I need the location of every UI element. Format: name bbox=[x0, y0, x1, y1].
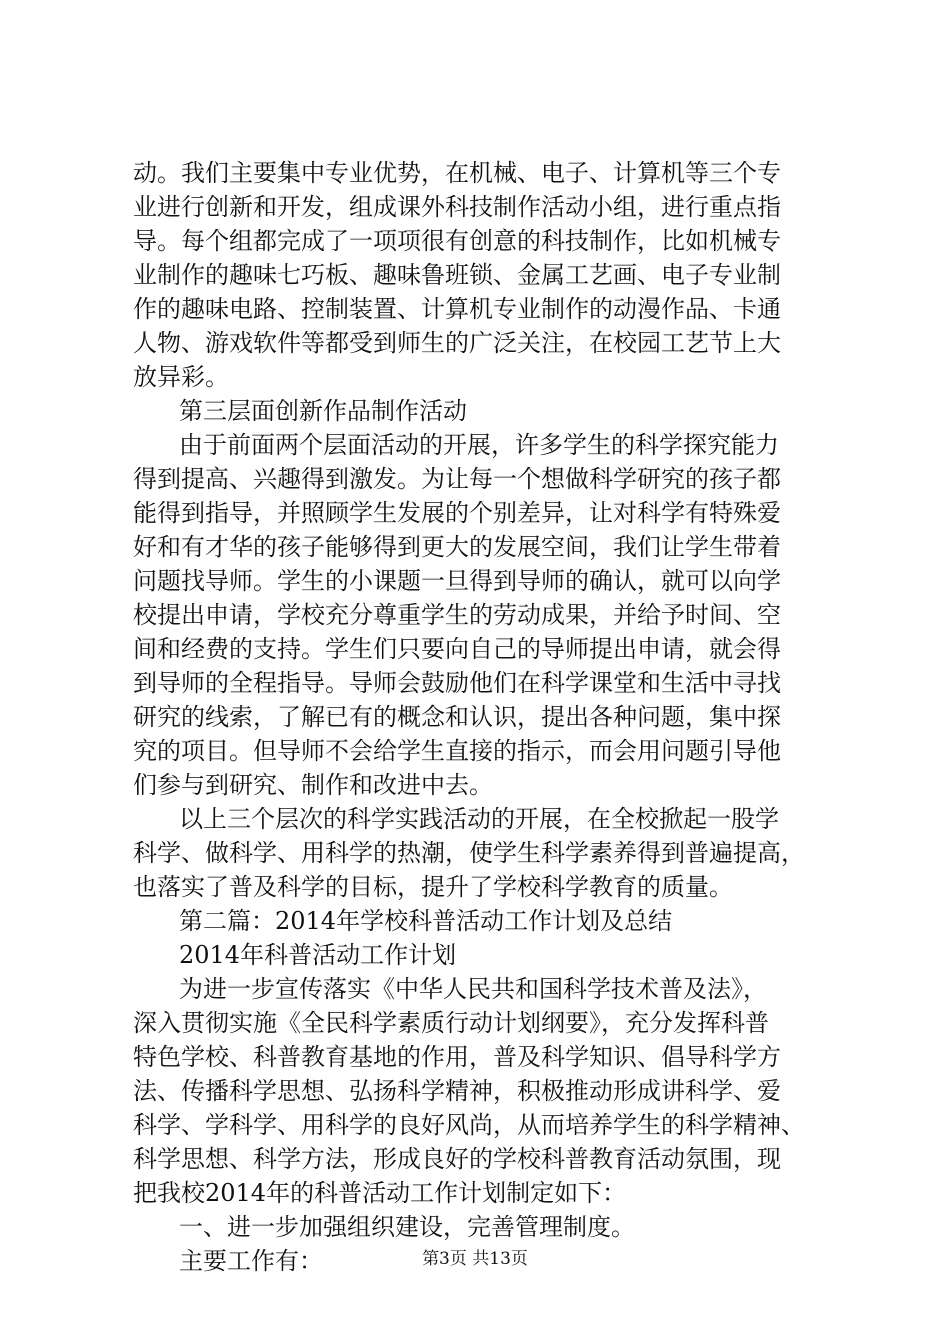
text-line: 得到提高、兴趣得到激发。为让每一个想做科学研究的孩子都 bbox=[133, 465, 781, 493]
text-line: 以上三个层次的科学实践活动的开展，在全校掀起一股学 bbox=[179, 805, 779, 833]
text-line: 把我校2014年的科普活动工作计划制定如下： bbox=[133, 1179, 627, 1207]
text-line: 法、传播科学思想、弘扬科学精神，积极推动形成讲科学、爱 bbox=[133, 1077, 781, 1105]
text-line: 校提出申请，学校充分尊重学生的劳动成果，并给予时间、空 bbox=[133, 601, 781, 629]
text-line: 放异彩。 bbox=[133, 363, 229, 391]
text-line: 由于前面两个层面活动的开展，许多学生的科学探究能力 bbox=[179, 431, 779, 459]
text-line: 业进行创新和开发，组成课外科技制作活动小组，进行重点指 bbox=[133, 193, 781, 221]
text-line: 导。每个组都完成了一项项很有创意的科技制作，比如机械专 bbox=[133, 227, 781, 255]
text-line: 业制作的趣味七巧板、趣味鲁班锁、金属工艺画、电子专业制 bbox=[133, 261, 781, 289]
text-line: 为进一步宣传落实《中华人民共和国科学技术普及法》， bbox=[179, 975, 767, 1003]
text-line: 也落实了普及科学的目标，提升了学校科学教育的质量。 bbox=[133, 873, 733, 901]
text-line: 科学、做科学、用科学的热潮，使学生科学素养得到普遍提高， bbox=[133, 839, 805, 867]
text-line: 作的趣味电路、控制装置、计算机专业制作的动漫作品、卡通 bbox=[133, 295, 781, 323]
document-body bbox=[133, 156, 833, 1278]
text-line: 科学、学科学、用科学的良好风尚，从而培养学生的科学精神、 bbox=[133, 1111, 805, 1139]
text-line: 动。我们主要集中专业优势，在机械、电子、计算机等三个专 bbox=[133, 159, 781, 187]
text-line: 主要工作有： bbox=[179, 1247, 323, 1275]
text-line: 科学思想、科学方法，形成良好的学校科普教育活动氛围，现 bbox=[133, 1145, 781, 1173]
text-line: 好和有才华的孩子能够得到更大的发展空间，我们让学生带着 bbox=[133, 533, 781, 561]
text-line: 究的项目。但导师不会给学生直接的指示，而会用问题引导他 bbox=[133, 737, 781, 765]
text-line: 第三层面创新作品制作活动 bbox=[179, 397, 467, 425]
text-line: 们参与到研究、制作和改进中去。 bbox=[133, 771, 493, 799]
text-line: 到导师的全程指导。导师会鼓励他们在科学课堂和生活中寻找 bbox=[133, 669, 781, 697]
text-line: 一、进一步加强组织建设，完善管理制度。 bbox=[179, 1213, 635, 1241]
page-footer: 第3页 共13页 bbox=[422, 1249, 528, 1269]
text-line: 深入贯彻实施《全民科学素质行动计划纲要》，充分发挥科普 bbox=[133, 1009, 769, 1037]
text-line: 能得到指导，并照顾学生发展的个别差异，让对科学有特殊爱 bbox=[133, 499, 781, 527]
text-line: 人物、游戏软件等都受到师生的广泛关注，在校园工艺节上大 bbox=[133, 329, 781, 357]
text-line: 研究的线索，了解已有的概念和认识，提出各种问题，集中探 bbox=[133, 703, 781, 731]
text-line: 第二篇：2014年学校科普活动工作计划及总结 bbox=[179, 907, 673, 935]
text-line: 特色学校、科普教育基地的作用，普及科学知识、倡导科学方 bbox=[133, 1043, 781, 1071]
text-line: 问题找导师。学生的小课题一旦得到导师的确认，就可以向学 bbox=[133, 567, 781, 595]
text-line: 间和经费的支持。学生们只要向自己的导师提出申请，就会得 bbox=[133, 635, 781, 663]
text-line: 2014年科普活动工作计划 bbox=[179, 941, 457, 969]
